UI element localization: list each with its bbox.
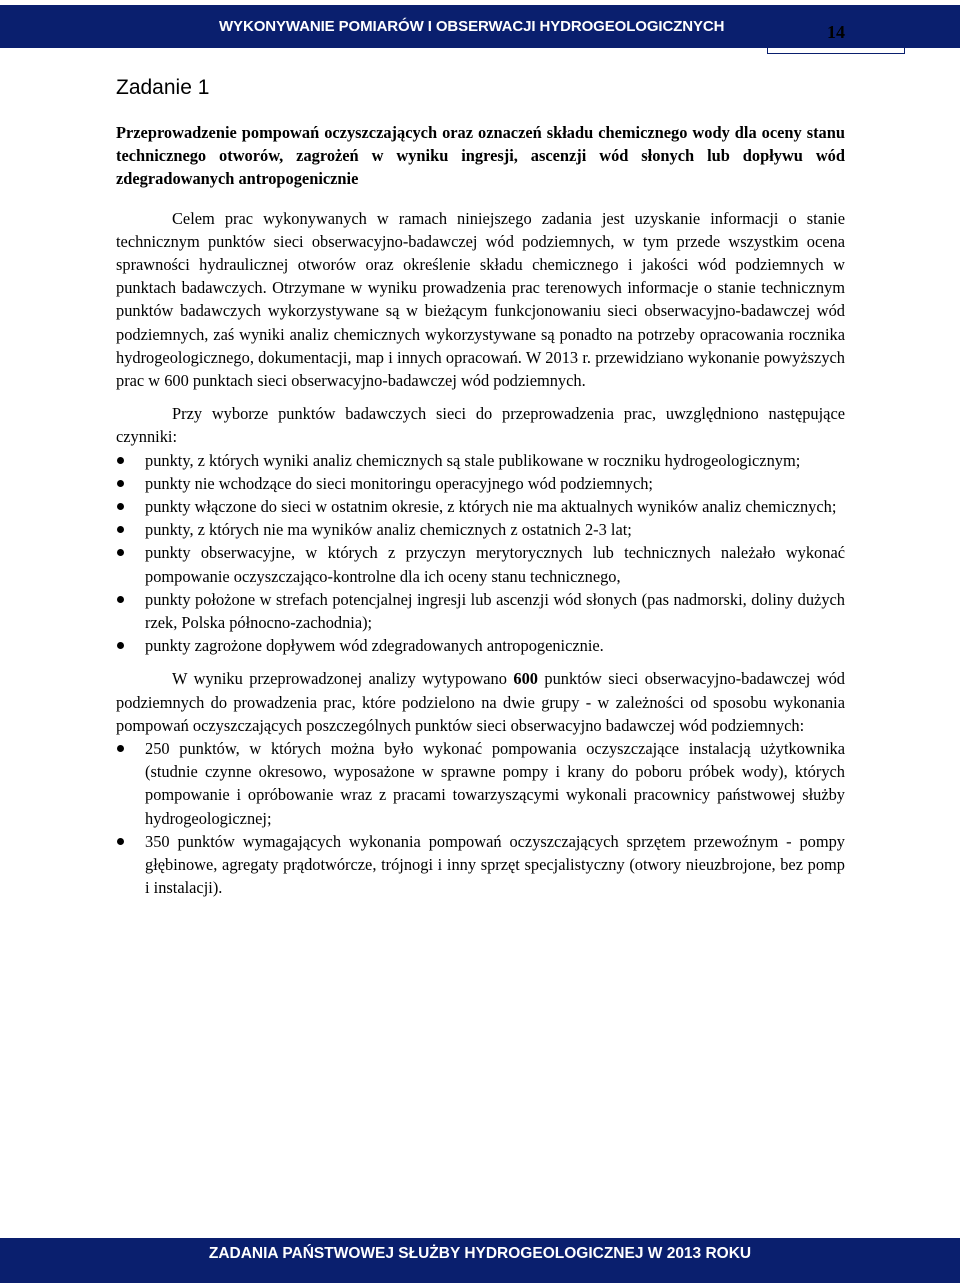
paragraph-criteria-intro: Przy wyborze punktów badawczych sieci do przeprowadzenia prac, uwzględniono następujące czynniki: bbox=[116, 404, 845, 447]
paragraph-goal: Celem prac wykonywanych w ramach niniejszego zadania jest uzyskanie informacji o stanie technicznym punktów sieci obserwacyjno-badawczej wód podziemnych, w tym przede wszystkim ocena sprawności hydraulicznej otworów oraz określenie składu chemicznego i jakości wód podziemnych w punktach badawczych. Otrzymane w wyniku prowadzenia prac terenowych informacje o stanie technicznym punktów badawczych wykorzystywane są w bieżącym funkcjonowaniu sieci obserwacyjno-badawczej wód podziemnych, zaś wyniki analiz chemicznych wykorzystywane są ponadto na potrzeby opracowania rocznika hydrogeologicznego, dokumentacji, map i innych opracowań. W 2013 r. przewidziano wykonanie powyższych prac w 600 punktach sieci obserwacyjno-badawczej wód podziemnych. bbox=[116, 208, 845, 391]
task-title: Przeprowadzenie pompowań oczyszczających oraz oznaczeń składu chemicznego wody dla oceny stanu technicznego otworów, zagrożeń w wyniku ingresji, ascenzji wód słonych lub dopływu wód zdegradowanych antropogenicznie bbox=[116, 123, 845, 189]
criteria-list bbox=[116, 449, 845, 658]
bullet-icon bbox=[117, 457, 124, 464]
bullet-icon bbox=[117, 642, 124, 649]
bullet-icon bbox=[117, 480, 124, 487]
section-title: Zadanie 1 bbox=[116, 76, 210, 99]
page-number: 14 bbox=[827, 22, 845, 42]
bullet-icon bbox=[117, 549, 124, 556]
bullet-icon bbox=[117, 596, 124, 603]
list-item: punkty obserwacyjne, w których z przyczyn merytorycznych lub technicznych należało wykonać pompowanie oczyszczająco-kontrolne dla ich oceny stanu technicznego, bbox=[116, 541, 845, 587]
bullet-icon bbox=[117, 838, 124, 845]
list-item: punkty zagrożone dopływem wód zdegradowanych antropogenicznie. bbox=[116, 634, 845, 657]
list-item: punkty włączone do sieci w ostatnim okresie, z których nie ma aktualnych wyników analiz chemicznych; bbox=[116, 495, 845, 518]
paragraph-selection: W wyniku przeprowadzonej analizy wytypowano 600 punktów sieci obserwacyjno-badawczej wód podziemnych do prowadzenia prac, które podzielono na dwie grupy - w zależności od sposobu wykonania pompowań oczyszczających poszczególnych punktów sieci obserwacyjno badawczej wód podziemnych: bbox=[116, 669, 846, 735]
list-item: punkty, z których nie ma wyników analiz chemicznych z ostatnich 2-3 lat; bbox=[116, 518, 845, 541]
list-item: 350 punktów wymagających wykonania pompowań oczyszczających sprzętem przewoźnym - pompy głębinowe, agregaty prądotwórcze, trójnogi i inny sprzęt specjalistyczny (otwory nieuzbrojone, bez pomp i instalacji). bbox=[116, 830, 845, 900]
list-item: punkty, z których wyniki analiz chemicznych są stale publikowane w roczniku hydrogeologicznym; bbox=[116, 449, 845, 472]
bullet-icon bbox=[117, 745, 124, 752]
list-item: punkty położone w strefach potencjalnej ingresji lub ascenzji wód słonych (pas nadmorski, doliny dużych rzek, Polska północno-zachodnia); bbox=[116, 588, 845, 634]
selected-points-count: 600 bbox=[513, 669, 538, 689]
bullet-icon bbox=[117, 503, 124, 510]
groups-list bbox=[116, 737, 845, 899]
list-item: 250 punktów, w których można było wykonać pompowania oczyszczające instalacją użytkownika (studnie czynne okresowo, wyposażone w sprawne pompy i krany do poboru próbek wody), których pompowanie i opróbowanie wraz z pracami towarzyszącymi wykonali pracownicy państwowej służby hydrogeologicznej; bbox=[116, 737, 845, 830]
list-item: punkty nie wchodzące do sieci monitoringu operacyjnego wód podziemnych; bbox=[116, 472, 845, 495]
header-title: WYKONYWANIE POMIARÓW I OBSERWACJI HYDROGEOLOGICZNYCH bbox=[219, 18, 725, 35]
bullet-icon bbox=[117, 526, 124, 533]
document-body bbox=[116, 121, 845, 900]
footer-title: ZADANIA PAŃSTWOWEJ SŁUŻBY HYDROGEOLOGICZNEJ W 2013 ROKU bbox=[208, 1245, 752, 1262]
